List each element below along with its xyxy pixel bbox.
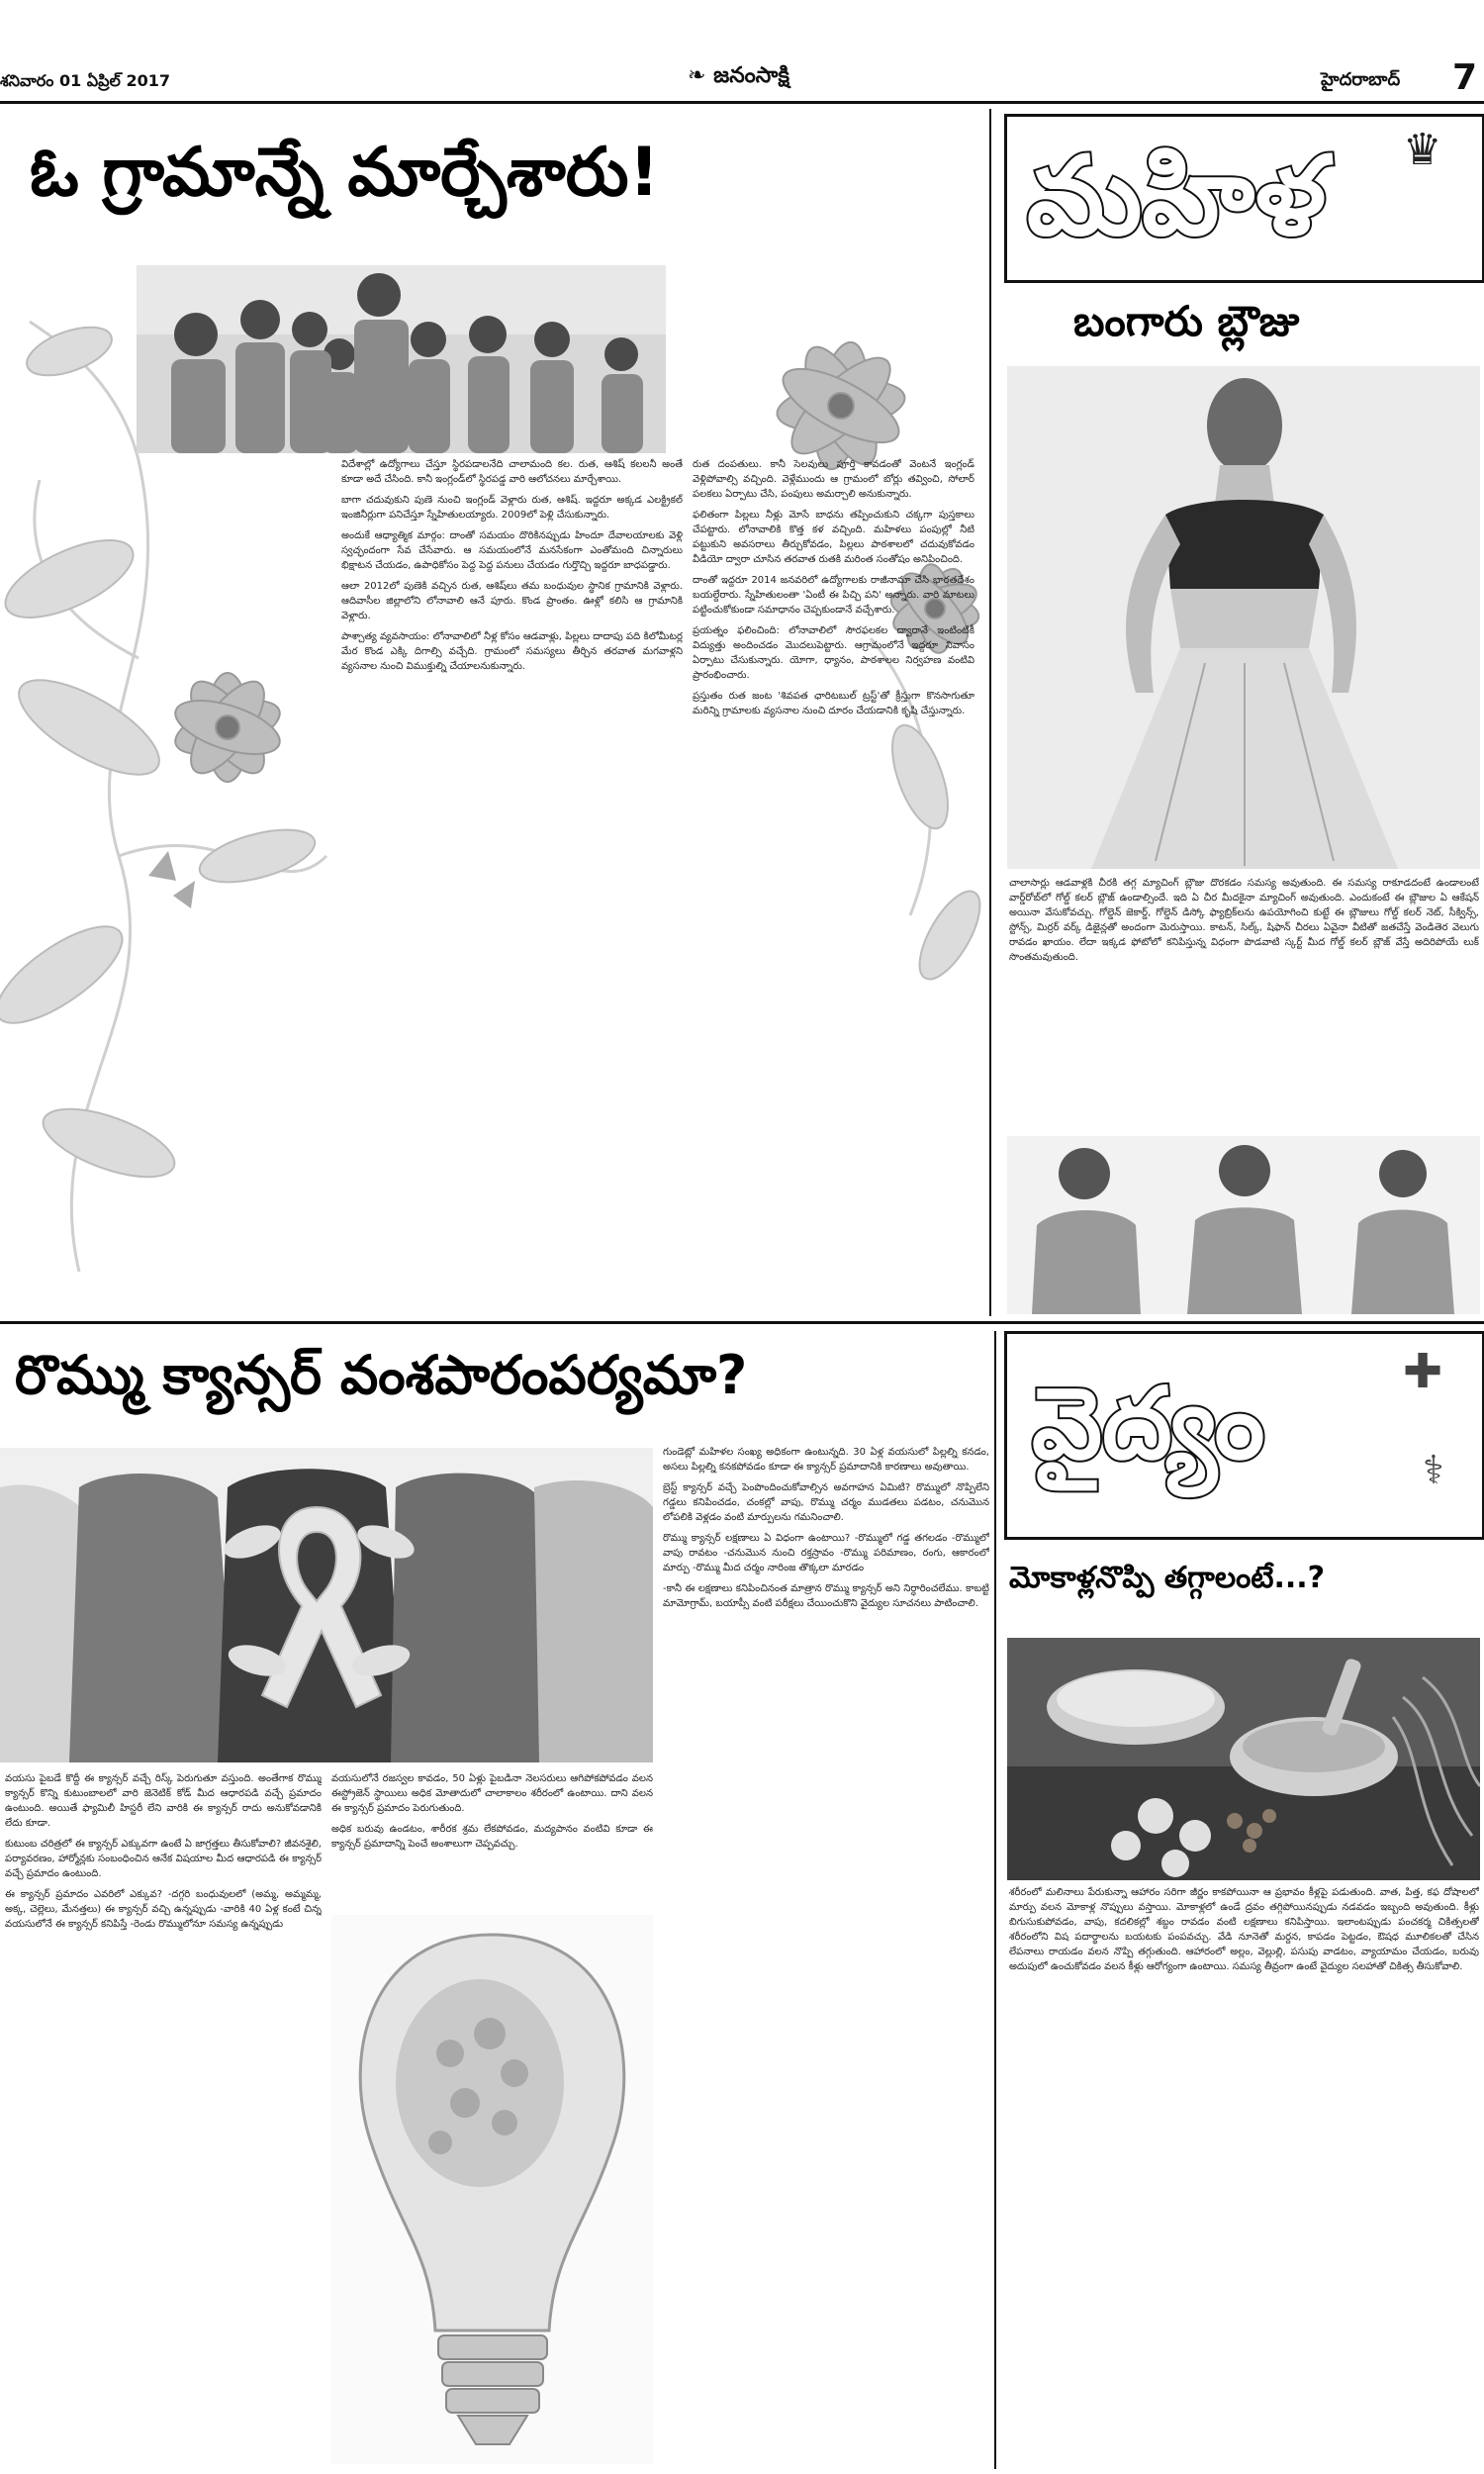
story1-paragraph: అందుకే ఆధ్యాత్మిక మార్గం: దాంతో సమయం దొరికినప్పుడు హిందూ దేవాలయాలకు వెళ్లి స్వచ్ఛందంగా సేవ చేసేవారు. ఆ సమయంలోనే మనసేకంగా ఎంతోమంది చిన్నారులు భిక్షాటన చేయడం, ఉపాధికోసం పెద్ద పెద్ద పనులు చేయడం గుర్తొచ్చి ఇద్దరూ బాధపడ్డారు.: [341, 530, 683, 571]
blouse-photos: [1007, 1136, 1480, 1314]
newspaper-logo-icon: ❧: [688, 63, 706, 88]
newspaper-name-text: జనంసాక్షి: [713, 63, 789, 88]
story1-paragraph: బాగా చదువుకుని పుణె నుంచి ఇంగ్లండ్ వెళ్లారు రుత, ఆశిష్. ఇద్దరూ అక్కడ ఎలక్ట్రికల్ ఇంజినీర్లుగా పనిచేస్తూ స్నేహితులయ్యారు. 2009లో పెళ్లి చేసుకున్నారు.: [341, 495, 683, 521]
model-photo: [1007, 366, 1480, 869]
mahila-body: చాలాసార్లు ఆడవాళ్లకి చీరకి తగ్గ మ్యాచింగ్ బ్లౌజు దొరకడం సమస్య అవుతుంది. ఈ సమస్య రాకూడదంటే ఉండాలంటే వార్డ్‌రోబ్‌లో గోల్డ్ కలర్ బ్లౌజ్ ఉండాల్సిందే. ఇది ఏ చీర మీదకైనా మ్యాచింగ్ అవుతుంది. ఎందుకంటే ఈ బ్లౌజుల ఏ ఆకేషన్ అయినా వేసుకోవచ్చు. గోల్డెన్ జెకార్డ్, గోల్డెన్ డిస్కో ఫ్యాబ్రిక్‌లను ఉపయోగించి కుట్టే ఈ బ్లౌజులు గోల్డ్ కలర్ నెట్, సీక్విన్స్, స్టోన్స్, మిర్రర్ వర్క్ డిజైన్లతో అందంగా మెరుస్తాయి. కాటన్, సిల్క్, షిఫాన్ చీరలు ఏవైనా వీటితో జతచేస్తే వెండితెర వెలుగు రావడం ఖాయం. లేదా ఇక్కడ ఫోటోలో కనిపిస్తున్న విధంగా పొడవాటి స్కర్ట్ మీద గోల్డ్ కలర్ బ్లౌజ్ వేస్తే అదిరిపోయే లుక్ సొంతమవుతుంది.: [1009, 878, 1479, 963]
story2-paragraph: కుటుంబ చరిత్రలో ఈ క్యాన్సర్ ఎక్కువగా ఉంటే ఏ జాగ్రత్తలు తీసుకోవాలి? జీవనశైలి, పర్యావరణం, హార్మోన్లకు సంబంధించిన ఆనేక విషయాల మీద ఆధారపడి ఈ క్యాన్సర్ వచ్చే ప్రమాదం ఉంటుంది.: [5, 1839, 322, 1879]
story2-paragraph: రొమ్ము క్యాన్సర్ లక్షణాలు ఏ విధంగా ఉంటాయి? -రొమ్ములో గడ్డ తగలడం -రొమ్ములో వాపు రావటం -చనుమొన నుంచి రక్తస్రావం -రొమ్ము పరిమాణం, రంగు, ఆకారంలో మార్పు -రొమ్ము మీద చర్మం నారింజ తొక్కలా మారడం: [663, 1533, 989, 1573]
story1-column-1: [341, 457, 683, 1293]
story2-paragraph: బ్రెస్ట్ క్యాన్సర్ వచ్చే పెంపొందించుకోవాల్సిన అవగాహన ఏమిటి? రొమ్ములో నొప్పిలేని గడ్డలు కనిపించడం, చంకల్లో వాపు, రొమ్ము చర్మం ముడతలు పడటం, చనుమొన లోపలికి వెళ్లడం వంటి మార్పులను గమనించాలి.: [663, 1482, 989, 1523]
mahila-logo: మహిళ: [1027, 132, 1327, 259]
story2-column-2: [331, 1771, 653, 1905]
vaidyam-body: శరీరంలో మలినాలు పేరుకున్నా ఆహారం సరిగా జీర్ణం కాకపోయినా ఆ ప్రభావం కీళ్లపై పడుతుంది. వాత, పిత్త, కఫ దోషాలలో మార్పు వలన మోకాళ్ల నొప్పులు వస్తాయి. మోకాళ్లలో ఉండే ద్రవం తగ్గిపోయినప్పుడు నడవడం ఇబ్బంది అవుతుంది. కీళ్లు బిగుసుకుపోవడం, వాపు, కదలికల్లో శబ్దం రావడం వంటి లక్షణాలు కనిపిస్తాయి. ఇలాంటప్పుడు పంచకర్మ చికిత్సలతో శరీరంలోని విష పదార్థాలను బయటకు పంపవచ్చు. వేడి నూనెతో మర్దన, కాపడం పెట్టడం, ఔషధ మూలికలతో చేసిన లేపనాలు రాయడం వలన నొప్పి తగ్గుతుంది. ఆహారంలో అల్లం, వెల్లుల్లి, పసుపు వాడటం, వ్యాయామం చేయడం, బరువు అదుపులో ఉంచుకోవడం వలన కీళ్లు ఆరోగ్యంగా ఉంటాయి. సమస్య తీవ్రంగా ఉంటే వైద్యుల సలహాతో చికిత్స తీసుకోవాలి.: [1009, 1887, 1479, 1972]
column-divider-top: [989, 109, 991, 1316]
page-number: 7: [1452, 57, 1478, 98]
story1-paragraph: ప్రస్తుతం రుత జంట 'శివపత ఛారిటబుల్ ట్రస్ట్'తో క్రీస్తుగా కొనసాగుతూ మరిన్ని గ్రామాలకు వ్యసనాల నుంచి దూరం చేయడానికి కృషి చేస్తున్నారు.: [693, 691, 974, 716]
story1-paragraph: విదేశాల్లో ఉద్యోగాలు చేస్తూ స్థిరపడాలనేది చాలామంది కల. రుత, ఆశిష్ కలలనీ అంతే కూడా అదే చేసింది. కానీ ఇంగ్లండ్‌లో స్థిరపడ్డ వారి ఆలోచనలు మార్చేశాయి.: [341, 459, 683, 485]
mahila-logo-box: [1004, 114, 1484, 283]
story2-paragraph: వయసు పైబడే కొద్దీ ఈ క్యాన్సర్ వచ్చే రిస్క్ పెరుగుతూ వస్తుంది. అంతేగాక రొమ్ము క్యాన్సర్ కొన్ని కుటుంబాలలో వారి జెనెటిక్ కోడ్ మీద ఆధారపడి వచ్చే ప్రమాదం ఉంటుంది. అయితే ఫ్యామిలీ హిస్టరీ లేని వారికి ఈ క్యాన్సర్ రాదు అనుకోవడానికి లేదు కూడా.: [5, 1773, 322, 1829]
stethoscope-icon: ⚕: [1423, 1448, 1444, 1493]
mahila-title: బంగారు బ్లౌజు: [1073, 297, 1300, 345]
story1-paragraph: ఆలా 2012లో పుణెకి వచ్చిన రుత, ఆశిష్‌లు తమ బంధువుల స్థానిక గ్రామానికి వెళ్లారు. ఆదివాసీల జిల్లాలోని లోనావాలి ఆనే పూరు. కొండ ప్రాంతం. ఊళ్లో కలిసి ఆ గ్రామానికి వెళ్లారు.: [341, 581, 683, 621]
story1-paragraph: పాశ్చాత్య వ్యవసాయం: లోనావాలిలో నీళ్ల కోసం ఆడవాళ్లు, పిల్లలు దాదాపు పది కిలోమీటర్ల మేర కొండ ఎక్కి దిగాల్సి వచ్చేది. గ్రామంలో సమస్యలు తీర్చిన తరవాత మగవాళ్లని వ్యసనాల నుంచి విముక్తుల్ని చేయాలనుకున్నారు.: [341, 631, 683, 672]
story1-paragraph: దాంతో ఇద్దరూ 2014 జనవరిలో ఉద్యోగాలకు రాజీనామా చేసి భారతదేశం బయల్దేరారు. స్నేహితులంతా 'ఏంటీ ఈ పిచ్చి పని' అన్నారు. వారి మాటలు పట్టించుకోకుండా సమాధానం చెప్పకుండానే వచ్చేశారు.: [693, 575, 974, 616]
edition-city: హైదరాబాద్: [1321, 69, 1401, 90]
story2-column-1: [5, 1771, 322, 2464]
story1-paragraph: ఫలితంగా పిల్లలు నీళ్లు మోసే బాధను తప్పించుకుని చక్కగా పుస్తకాలు చేపట్టారు. లోనావాలికి కొత్త కళ వచ్చింది. మహిళలు పంపుల్లో నీటి పట్టుకుని అవసరాలు తీర్చుకోవడం, పిల్లలు పాఠశాలలో చదువుకోవడం వీడియో ద్వారా చూసిన తరవాత రుతకి మరింత సంతోషం అనిపించింది.: [693, 510, 974, 565]
story2-paragraph: ఈ క్యాన్సర్ ప్రమాదం ఎవరిలో ఎక్కువ? -దగ్గరి బంధువులలో (అమ్మ, అమ్మమ్మ, అక్క, చెల్లెలు, మేనత్తలు) ఈ క్యాన్సర్ వచ్చి ఉన్నప్పుడు -వారికి 40 ఏళ్ల కంటే చిన్న వయసులోనే ఈ క్యాన్సర్ కనిపిస్తే -రెండు రొమ్ములోనూ సమస్య ఉన్నప్పుడు: [5, 1889, 322, 1930]
story1-paragraph: ప్రయత్నం ఫలించింది: లోనావాలిలో సౌరఫలకల ద్వారానే ఇంటింటికీ విద్యుత్తు అందించడం మొదలుపెట్టారు. ఆగ్రామంలోనే ఇద్దరూ నివాసం ఏర్పాటు చేసుకున్నారు. యోగా, ధ్యానం, పాఠశాలల నిర్వహణ వంటివి ప్రారంభించారు.: [693, 625, 974, 681]
children-photo: [137, 265, 666, 453]
herbs-photo: [1007, 1638, 1480, 1880]
story1-headline: ఓ గ్రామాన్నే మార్చేశారు!: [30, 134, 660, 212]
lightbulb-illustration: [331, 1915, 653, 2464]
story1-paragraph: రుత దంపతులు. కానీ సెలవులు పూర్తి కావడంతో వెంటనే ఇంగ్లండ్ వెళ్లిపోవాల్సి వచ్చింది. వెళ్లేముందు ఆ గ్రామంలో బోర్లు తవ్వించి, సోలార్ పలకలు ఏర్పాటు చేసి, పంపులు అమర్చాలి అనుకున్నారు.: [693, 459, 974, 500]
vaidyam-title: మోకాళ్లనొప్పి తగ్గాలంటే...?: [1009, 1561, 1326, 1595]
story2-paragraph: వయసులోనే రజస్వల కావడం, 50 ఏళ్లు పైబడినా నెలసరులు ఆగిపోకపోవడం వలన ఈస్ట్రోజెన్ స్థాయిలు అధిక మోతాదులో చాలాకాలం శరీరంలో ఉంటాయి. దాని వలన ఈ క్యాన్సర్ ప్రమాదం పెరుగుతుంది.: [331, 1773, 653, 1814]
medical-cross-icon: ✚: [1403, 1344, 1443, 1399]
ribbon-photo: [0, 1448, 653, 1762]
issue-date: శనివారం 01 ఏప్రిల్ 2017: [0, 71, 171, 90]
story2-paragraph: గుండెట్లో మహిళల సంఖ్య అధికంగా ఉంటున్నది. 30 ఏళ్ల వయసులో పిల్లల్ని కనడం, అసలు పిల్లల్ని కనకపోవడం కూడా ఈ క్యాన్సర్ ప్రమాదానికి కారణాలు అవుతాయి.: [663, 1447, 989, 1473]
story2-paragraph: అధిక బరువు ఉండటం, శారీరక శ్రమ లేకపోవడం, మద్యపానం వంటివి కూడా ఈ క్యాన్సర్ ప్రమాదాన్ని పెంచే అంశాలుగా చెప్పవచ్చు.: [331, 1824, 653, 1850]
newspaper-name: [688, 63, 789, 93]
column-divider-bottom: [994, 1331, 996, 2469]
story2-paragraph: -కానీ ఈ లక్షణాలు కనిపించినంత మాత్రాన రొమ్ము క్యాన్సర్ అని నిర్ధారించలేము. కాబట్టి మామోగ్రామ్, బయాప్సీ వంటి పరీక్షలు చేయించుకొని వైద్యుల సూచనలు పాటించాలి.: [663, 1583, 989, 1609]
vaidyam-logo-box: [1004, 1331, 1484, 1540]
masthead-rule: [0, 101, 1484, 104]
section-rule: [0, 1321, 1484, 1324]
story2-column-3: [663, 1445, 989, 2464]
story1-column-2: [693, 457, 974, 1293]
vaidyam-logo: వైద్యం: [1032, 1365, 1265, 1481]
story2-headline: రొమ్ము క్యాన్సర్ వంశపారంపర్యమా?: [15, 1344, 748, 1406]
crown-icon: ♛: [1403, 125, 1442, 175]
